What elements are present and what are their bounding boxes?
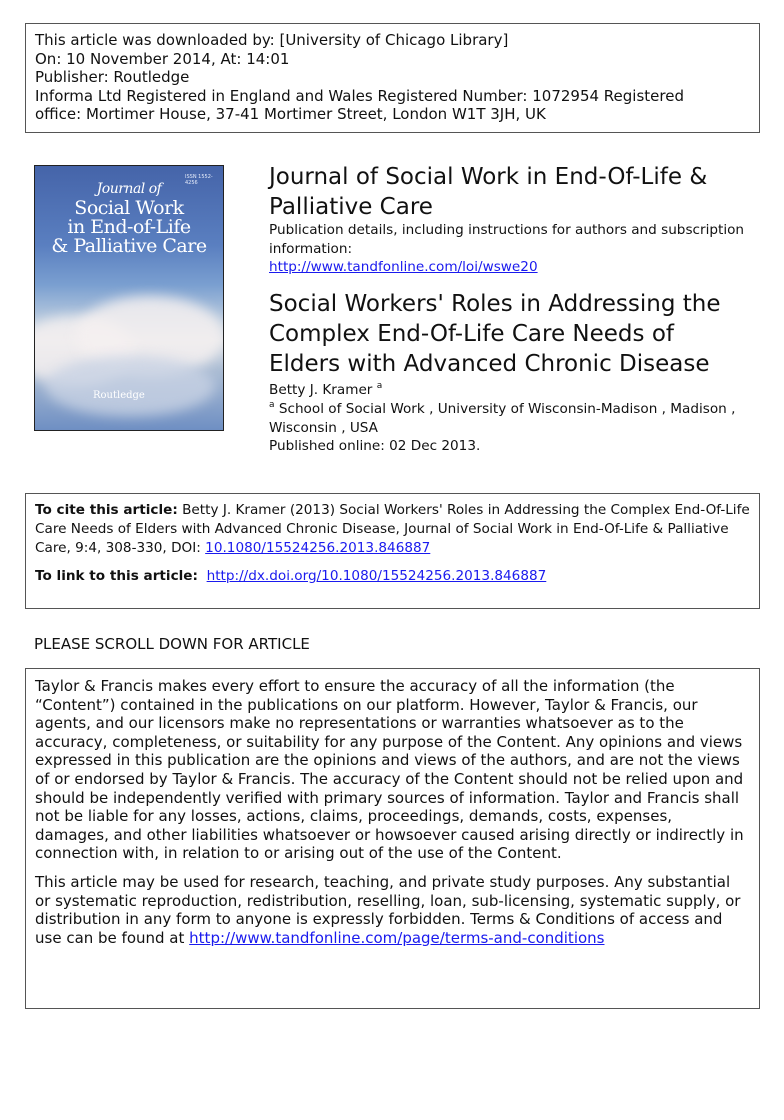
disclaimer-paragraph: Taylor & Francis makes every effort to ensure the accuracy of all the information (the “Content”) contained in the publications on our platform. However, Taylor & Francis, our agents, and our licensors make no representations or warranties whatsoever as to the accuracy, completeness, or suitability for any purpose of the Content. Any opinions and views expressed in this publication are the opinions and views of the authors, and are not the views of or endorsed by Taylor & Francis. The accuracy of the Content should not be relied upon and should be independently verified with primary sources of information. Taylor and Francis shall not be liable for any losses, actions, claims, proceedings, demands, costs, expenses, damages, and other liabilities whatsoever or howsoever caused arising directly or indirectly in connection with, in relation to or arising out of the use of the Content.: [35, 677, 744, 863]
cover-title-line: Journal of: [96, 181, 162, 197]
affiliation-sup: a: [269, 399, 275, 410]
download-info-box: [25, 23, 760, 133]
journal-title: Journal of Social Work in End-Of-Life & Palliative Care: [269, 164, 708, 220]
publisher-logo: Routledge: [93, 390, 145, 401]
terms-text: This article may be used for research, teaching, and private study purposes. Any substantial or systematic reproduction, redistribution, reselling, loan, sub-licensing, systematic supply, or distribution in any form to anyone is expressly forbidden. Terms & Conditions of access and use can be found at: [35, 872, 741, 947]
download-line: Informa Ltd Registered in England and Wales Registered Number: 1072954 Registered: [35, 86, 684, 105]
doi-link[interactable]: 10.1080/15524256.2013.846887: [205, 539, 431, 556]
disclaimer-box: [25, 668, 760, 1009]
download-line: office: Mortimer House, 37-41 Mortimer Street, London W1T 3JH, UK: [35, 105, 546, 124]
download-line: Publisher: Routledge: [35, 68, 190, 87]
cite-label: To cite this article:: [35, 502, 178, 518]
download-line: On: 10 November 2014, At: 14:01: [35, 49, 290, 68]
journal-url-link[interactable]: http://www.tandfonline.com/loi/wswe20: [269, 259, 538, 275]
download-line: This article was downloaded by: [University of Chicago Library]: [35, 31, 509, 49]
cite-paragraph: [35, 501, 750, 558]
published-date: Published online: 02 Dec 2013.: [269, 438, 481, 455]
link-paragraph: [35, 567, 750, 586]
citation-box: [25, 493, 760, 609]
article-title: Social Workers' Roles in Addressing the Complex End-Of-Life Care Needs of Elders with Advanced Chronic Disease: [269, 291, 721, 377]
publication-details-text: Publication details, including instructions for authors and subscription information:: [269, 222, 745, 257]
article-url-link[interactable]: http://dx.doi.org/10.1080/15524256.2013.846887: [206, 567, 547, 584]
journal-cover-image: ISSN 1552-4256 Journal of Social Work in End-of-Life & Palliative Care Routledge: [34, 165, 224, 431]
author-block: [269, 381, 759, 456]
cover-title-line: in End-of-Life: [67, 216, 191, 238]
publication-details: [269, 221, 749, 277]
author-sup: a: [376, 381, 383, 391]
author-name: Betty J. Kramer: [269, 382, 373, 398]
cover-title-line: Social Work: [74, 197, 184, 219]
terms-link[interactable]: http://www.tandfonline.com/page/terms-and-conditions: [189, 928, 605, 947]
cite-text: Betty J. Kramer (2013) Social Workers' Roles in Addressing the Complex End-Of-Life Care Needs of Elders with Advanced Chronic Disease, Journal of Social Work in End-Of-Life & Palliative Care, 9:4, 308-330, DOI:: [35, 502, 750, 556]
link-label: To link to this article:: [35, 567, 198, 584]
terms-paragraph: [35, 873, 750, 947]
scroll-notice: PLEASE SCROLL DOWN FOR ARTICLE: [34, 635, 310, 653]
author-affiliation: School of Social Work , University of Wisconsin-Madison , Madison , Wisconsin , USA: [269, 400, 736, 436]
cover-title-line: & Palliative Care: [51, 235, 207, 257]
